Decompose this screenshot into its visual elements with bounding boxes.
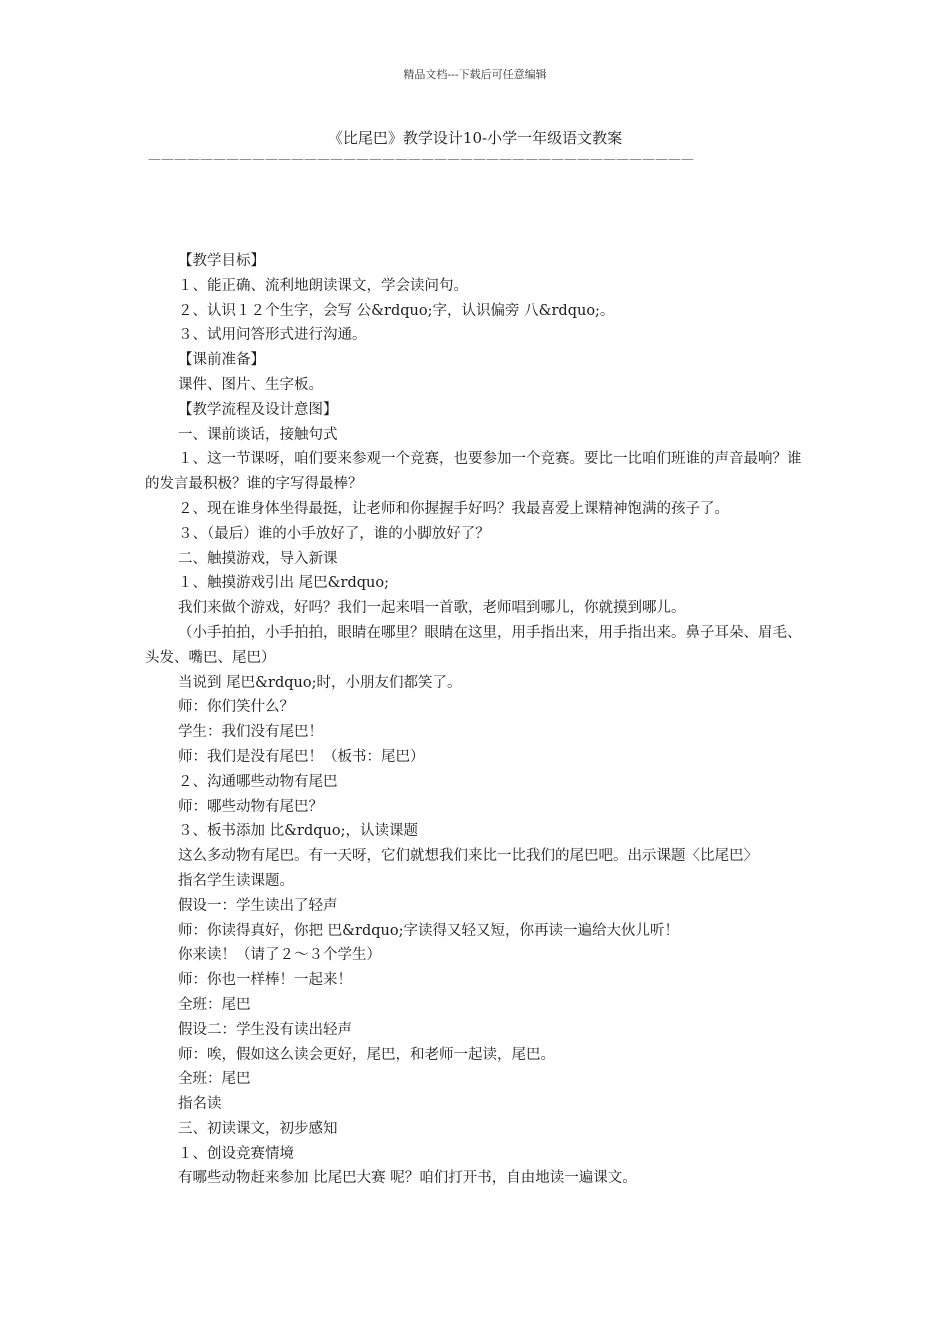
paragraph: 师：哪些动物有尾巴？ (178, 798, 323, 815)
page-header-note: 精品文档---下载后可任意编辑 (403, 68, 547, 81)
paragraph: 你来读！（请了２～３个学生） (178, 947, 381, 964)
paragraph: １、能正确、流利地朗读课文，学会读问句。 (178, 277, 468, 294)
paragraph: 学生：我们没有尾巴！ (178, 724, 323, 741)
document-body (145, 249, 810, 1191)
paragraph: 师：唉，假如这么读会更好，尾巴，和老师一起读，尾巴。 (178, 1046, 555, 1063)
paragraph: ２、现在谁身体坐得最挺，让老师和你握握手好吗？我最喜爱上课精神饱满的孩子了。 (178, 500, 729, 517)
paragraph: ３、试用问答形式进行沟通。 (178, 327, 367, 344)
paragraph: 指名学生读课题。 (178, 872, 294, 889)
paragraph: 全班：尾巴 (178, 1071, 251, 1088)
paragraph: 课件、图片、生字板。 (178, 376, 323, 393)
paragraph: 假设一：学生读出了轻声 (178, 897, 338, 914)
paragraph: 师：你们笑什么？ (178, 699, 294, 716)
paragraph: ３、（最后）谁的小手放好了，谁的小脚放好了？ (178, 525, 490, 542)
paragraph: 这么多动物有尾巴。有一天呀，它们就想我们来比一比我们的尾巴吧。出示课题〈比尾巴〉 (178, 848, 758, 865)
paragraph: １、创设竞赛情境 (178, 1145, 294, 1162)
paragraph: １、这一节课呀，咱们要来参观一个竞赛，也要参加一个竞赛。要比一比咱们班谁的声音最响？谁的发言最积极？谁的字写得最棒？ (145, 451, 802, 493)
paragraph: 指名读 (178, 1096, 222, 1113)
document-title: 《比尾巴》教学设计10-小学一年级语文教案 (327, 129, 623, 147)
paragraph: 师：我们是没有尾巴！（板书：尾巴） (178, 748, 425, 765)
paragraph: ３、板书添加 比&rdquo;，认读课题 (178, 823, 418, 840)
paragraph: 师：你也一样棒！一起来！ (178, 972, 352, 989)
paragraph: 师：你读得真好，你把 巴&rdquo;字读得又轻又短，你再读一遍给大伙儿听！ (178, 922, 679, 939)
section-heading-preparation: 【课前准备】 (178, 352, 265, 369)
paragraph: ２、沟通哪些动物有尾巴 (178, 773, 338, 790)
section-heading-process: 【教学流程及设计意图】 (178, 401, 338, 418)
subsection-heading: 一、课前谈话，接触句式 (178, 426, 338, 443)
subsection-heading: 三、初读课文，初步感知 (178, 1120, 338, 1137)
title-underline-rule: —————————————————————————————————————————— (148, 153, 694, 167)
paragraph: 假设二：学生没有读出轻声 (178, 1021, 352, 1038)
section-heading-objectives: 【教学目标】 (178, 253, 265, 269)
paragraph: 当说到 尾巴&rdquo;时，小朋友们都笑了。 (178, 674, 462, 691)
paragraph: １、触摸游戏引出 尾巴&rdquo; (178, 575, 389, 592)
paragraph: 全班：尾巴 (178, 996, 251, 1013)
subsection-heading: 二、触摸游戏，导入新课 (178, 550, 338, 567)
paragraph: 有哪些动物赶来参加 比尾巴大赛 呢？咱们打开书，自由地读一遍课文。 (178, 1170, 637, 1187)
paragraph: 我们来做个游戏，好吗？我们一起来唱一首歌，老师唱到哪儿，你就摸到哪儿。 (178, 600, 686, 617)
paragraph: ２、认识１２个生字，会写 公&rdquo;字，认识偏旁 八&rdquo;。 (178, 302, 615, 319)
paragraph: （小手拍拍，小手拍拍，眼睛在哪里？眼睛在这里，用手指出来，用手指出来。鼻子耳朵、眉毛、头发、嘴巴、尾巴） (145, 624, 802, 666)
